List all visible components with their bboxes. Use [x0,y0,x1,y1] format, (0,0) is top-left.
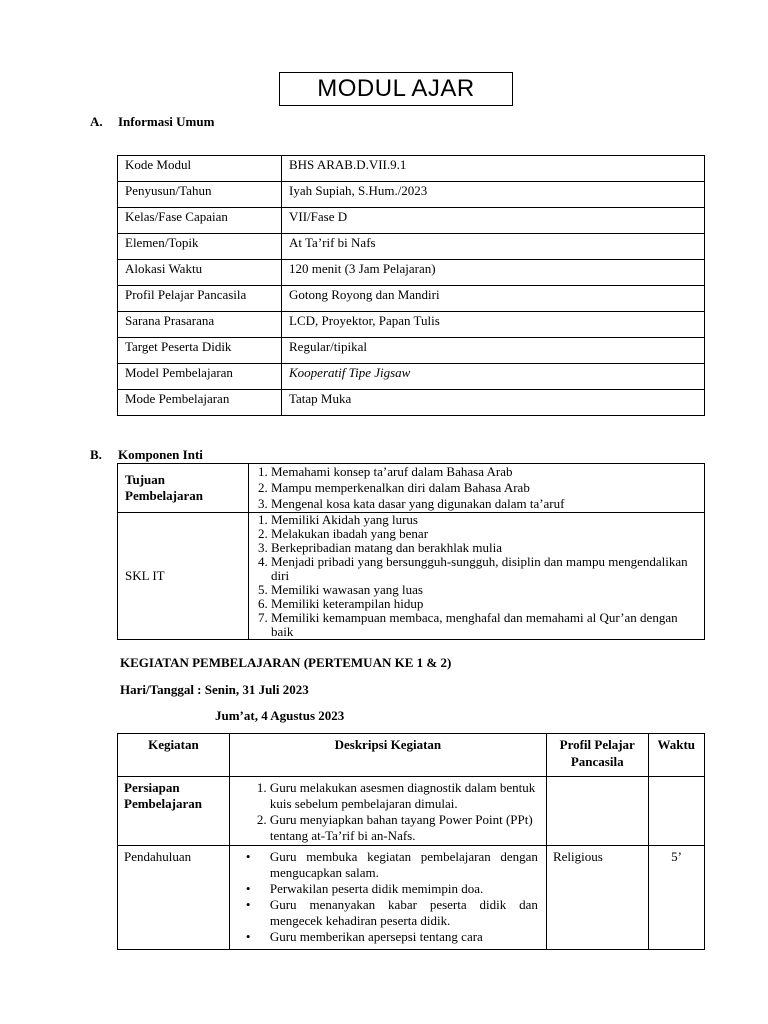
info-row [118,156,705,182]
list-item: 3. Berkepribadian matang dan berakhlak mulia [271,541,700,555]
info-row [118,234,705,260]
list-item: 1. Memiliki Akidah yang lurus [271,513,700,527]
list-item: 2. Mampu memperkenalkan diri dalam Bahasa Arab [271,480,700,496]
info-row [118,338,705,364]
list-item: 3. Mengenal kosa kata dasar yang digunakan dalam ta’aruf [271,496,700,512]
info-value: Tatap Muka [282,390,705,416]
list-item-text: Perwakilan peserta didik memimpin doa. [269,881,484,896]
list-item: 4. Menjadi pribadi yang bersungguh-sungguh, disiplin dan mampu mengendalikan diri [271,555,700,583]
info-row [118,390,705,416]
info-value: BHS ARAB.D.VII.9.1 [282,156,705,182]
komponen-inti-table [117,463,705,640]
pendahuluan-profil: Religious [546,846,648,950]
info-value: Iyah Supiah, S.Hum./2023 [282,182,705,208]
info-label: Sarana Prasarana [118,312,282,338]
list-item [245,849,538,881]
skl-list [251,513,700,639]
activity-row-persiapan [118,777,705,846]
bullet-icon: • [245,849,251,864]
persiapan-list [236,780,538,844]
info-label: Model Pembelajaran [118,364,282,390]
info-value: 120 menit (3 Jam Pelajaran) [282,260,705,286]
header-deskripsi: Deskripsi Kegiatan [229,734,546,777]
info-label: Kelas/Fase Capaian [118,208,282,234]
bullet-icon: • [245,881,251,896]
activity-header-row [118,734,705,777]
bullet-icon: • [245,897,251,912]
info-value: At Ta’rif bi Nafs [282,234,705,260]
section-b-title: Komponen Inti [118,447,203,462]
activity-table [117,733,705,950]
skl-cell [249,513,705,640]
info-row [118,182,705,208]
skl-label: SKL IT [118,513,249,640]
pendahuluan-label: Pendahuluan [118,846,230,950]
document-title: MODUL AJAR [279,72,513,106]
pendahuluan-list [236,849,538,945]
info-label: Mode Pembelajaran [118,390,282,416]
bullet-icon: • [245,929,251,944]
persiapan-waktu [648,777,704,846]
info-row [118,312,705,338]
info-value: Regular/tipikal [282,338,705,364]
list-item: 7. Memiliki kemampuan membaca, menghafal dan memahami al Qur’an dengan baik [271,611,700,639]
tujuan-cell [249,464,705,513]
info-row [118,286,705,312]
list-item-text: Guru menanyakan kabar peserta didik dan mengecek kehadiran peserta didik. [269,897,538,928]
list-item-text: Guru membuka kegiatan pembelajaran dengan mengucapkan salam. [269,849,538,880]
list-item-text: Guru memberikan apersepsi tentang cara [269,929,483,944]
list-item [245,881,538,897]
header-profil: Profil Pelajar Pancasila [546,734,648,777]
info-row [118,208,705,234]
info-value: VII/Fase D [282,208,705,234]
info-label: Profil Pelajar Pancasila [118,286,282,312]
info-row [118,364,705,390]
info-label: Kode Modul [118,156,282,182]
tujuan-label: Tujuan Pembelajaran [118,464,249,513]
tujuan-row [118,464,705,513]
pendahuluan-desc [229,846,546,950]
info-label: Target Peserta Didik [118,338,282,364]
header-kegiatan: Kegiatan [118,734,230,777]
section-b-heading [90,447,203,463]
list-item: 2. Melakukan ibadah yang benar [271,527,700,541]
header-waktu: Waktu [648,734,704,777]
kegiatan-heading: KEGIATAN PEMBELAJARAN (PERTEMUAN KE 1 & 2) [120,655,452,670]
list-item [245,929,538,945]
section-a-heading [90,114,214,130]
info-value: Gotong Royong dan Mandiri [282,286,705,312]
info-label: Alokasi Waktu [118,260,282,286]
skl-row [118,513,705,640]
tujuan-list [251,464,700,512]
info-label: Penyusun/Tahun [118,182,282,208]
activity-row-pendahuluan [118,846,705,950]
section-a-title: Informasi Umum [118,114,215,129]
list-item [245,897,538,929]
info-value: Kooperatif Tipe Jigsaw [282,364,705,390]
list-item: 1. Memahami konsep ta’aruf dalam Bahasa Arab [271,464,700,480]
hari-tanggal: Hari/Tanggal : Senin, 31 Juli 2023 [120,682,309,697]
list-item: 2. Guru menyiapkan bahan tayang Power Point (PPt) tentang at-Ta’rif bi an-Nafs. [270,812,538,844]
tanggal-jumat: Jum’at, 4 Agustus 2023 [215,708,345,723]
persiapan-profil [546,777,648,846]
info-row [118,260,705,286]
section-b-letter: B. [90,447,102,462]
list-item: 1. Guru melakukan asesmen diagnostik dalam bentuk kuis sebelum pembelajaran dimulai. [270,780,538,812]
info-label: Elemen/Topik [118,234,282,260]
section-a-letter: A. [90,114,103,129]
info-table [117,155,705,416]
pendahuluan-waktu: 5’ [648,846,704,950]
persiapan-label: Persiapan Pembelajaran [118,777,230,846]
info-value: LCD, Proyektor, Papan Tulis [282,312,705,338]
list-item: 5. Memiliki wawasan yang luas [271,583,700,597]
list-item: 6. Memiliki keterampilan hidup [271,597,700,611]
persiapan-desc [229,777,546,846]
